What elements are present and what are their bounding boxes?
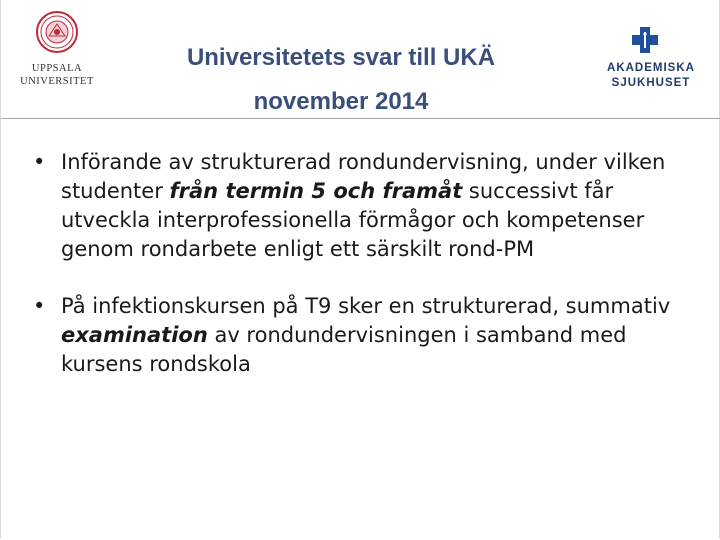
bullet-icon: • xyxy=(33,150,46,174)
uppsala-logo-line2: UNIVERSITET xyxy=(20,76,94,87)
slide-title-line2: november 2014 xyxy=(253,88,429,115)
slide-header xyxy=(1,0,720,119)
slide-title-line1: Universitetets svar till UKÄ xyxy=(186,44,496,71)
uppsala-university-logo xyxy=(15,10,99,96)
bullet-1-emphasis: från termin 5 och framåt xyxy=(169,179,463,203)
bullet-2-text-b: av rondundervisningen i samband med kursens rondskola xyxy=(61,323,627,376)
uppsala-logo-line1: UPPSALA xyxy=(31,63,83,74)
bullet-item-1 xyxy=(31,148,691,264)
akademiska-logo-line2: SJUKHUSET xyxy=(611,77,691,89)
bullet-list xyxy=(31,148,691,407)
bullet-item-2 xyxy=(31,292,691,379)
akademiska-cross-icon xyxy=(631,26,659,54)
bullet-1-text-a: Införande av strukturerad rondundervisning, under vilken studenter xyxy=(61,150,666,203)
slide-title xyxy=(141,36,541,124)
uppsala-university-seal-icon xyxy=(35,10,79,54)
bullet-1-text-b: successivt får utveckla interprofessionella förmågor och kompetenser genom rondarbete enligt ett särskilt rond-PM xyxy=(61,179,645,261)
akademiska-sjukhuset-logo xyxy=(591,26,711,96)
bullet-2-text-a: På infektionskursen på T9 sker en strukturerad, summativ xyxy=(61,294,671,318)
bullet-icon: • xyxy=(33,294,46,318)
akademiska-logo-line1: AKADEMISKA xyxy=(607,62,695,74)
bullet-2-emphasis: examination xyxy=(61,323,208,347)
